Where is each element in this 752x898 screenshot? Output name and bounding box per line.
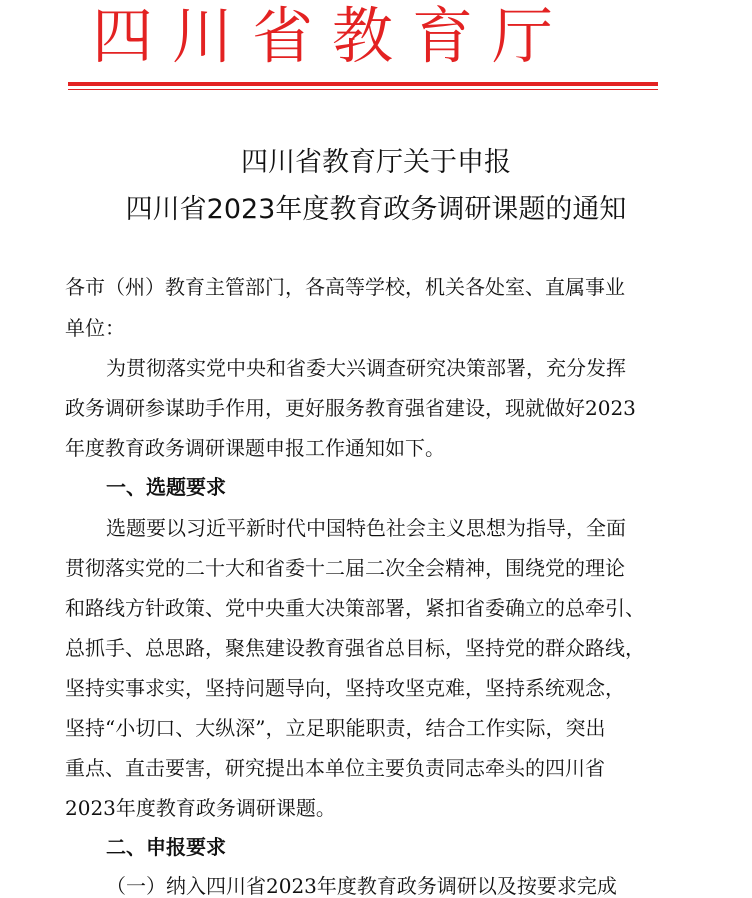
letterhead-title: 四川省教育厅 xyxy=(92,1,573,72)
section-1-line-2: 贯彻落实党的二十大和省委十二届二次全会精神，围绕党的理论 xyxy=(65,556,625,580)
intro-line-1: 为贯彻落实党中央和省委大兴调查研究决策部署，充分发挥 xyxy=(106,356,626,380)
section-1-line-6: 坚持“小切口、大纵深”，立足职能职责，结合工作实际，突出 xyxy=(65,716,606,740)
addressee-line-2: 单位： xyxy=(65,316,125,340)
section-1-line-1: 选题要以习近平新时代中国特色社会主义思想为指导，全面 xyxy=(106,516,626,540)
intro-line-3: 年度教育政务调研课题申报工作通知如下。 xyxy=(65,436,445,460)
document-title-line-2: 四川省2023年度教育政务调研课题的通知 xyxy=(125,194,627,225)
document-title-line-1: 四川省教育厅关于申报 xyxy=(241,147,511,178)
section-2-line-1: （一）纳入四川省2023年度教育政务调研以及按要求完成 xyxy=(106,874,617,898)
addressee-line-1: 各市（州）教育主管部门，各高等学校，机关各处室、直属事业 xyxy=(65,275,625,299)
letterhead xyxy=(0,0,752,100)
section-1-line-4: 总抓手、总思路，聚焦建设教育强省总目标，坚持党的群众路线， xyxy=(65,636,645,660)
section-1-heading: 一、选题要求 xyxy=(106,475,226,499)
section-1-line-7: 重点、直击要害，研究提出本单位主要负责同志牵头的四川省 xyxy=(65,756,605,780)
section-1-line-8: 2023年度教育政务调研课题。 xyxy=(65,796,336,820)
letterhead-thick-rule xyxy=(68,82,658,86)
section-2-heading: 二、申报要求 xyxy=(106,835,226,859)
letterhead-thin-rule xyxy=(68,89,658,90)
intro-line-2: 政务调研参谋助手作用，更好服务教育强省建设，现就做好2023 xyxy=(65,396,636,420)
section-1-line-5: 坚持实事求实，坚持问题导向，坚持攻坚克难，坚持系统观念， xyxy=(65,676,625,700)
section-1-line-3: 和路线方针政策、党中央重大决策部署，紧扣省委确立的总牵引、 xyxy=(65,596,645,620)
